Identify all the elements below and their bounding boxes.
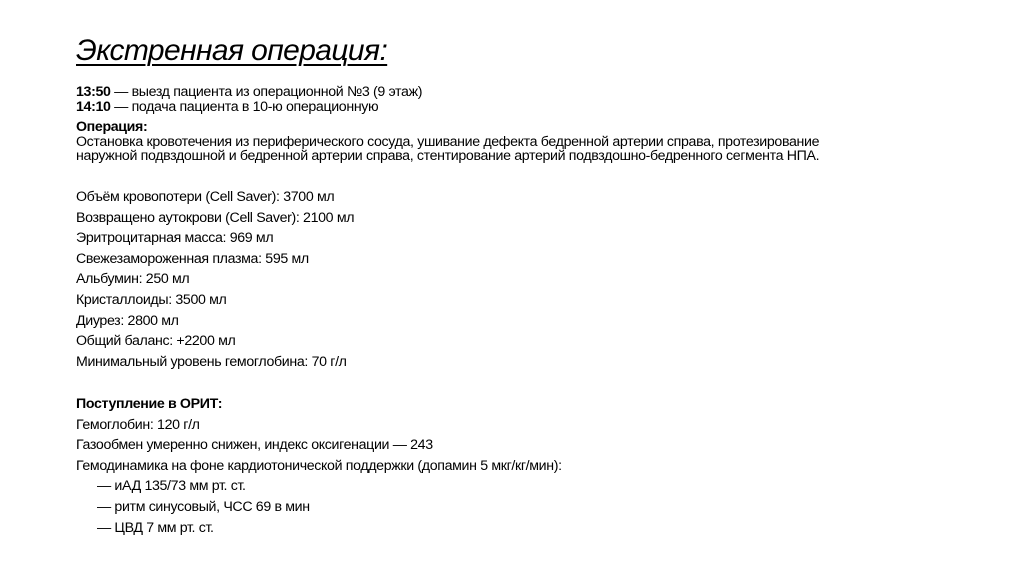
metrics-list bbox=[76, 187, 354, 372]
timeline-entry bbox=[76, 100, 422, 115]
timeline-entry bbox=[76, 85, 422, 100]
icu-subitem-cvp: — ЦВД 7 мм рт. ст. bbox=[97, 519, 214, 536]
metric-crystalloids: Кристаллоиды: 3500 мл bbox=[76, 291, 227, 308]
operation-section bbox=[76, 120, 819, 164]
operation-description-line: Остановка кровотечения из периферического сосуда, ушивание дефекта бедренной артерии справа, протезирование bbox=[76, 133, 820, 150]
icu-subitem-heart-rhythm: — ритм синусовый, ЧСС 69 в мин bbox=[97, 498, 310, 515]
metric-rbc-mass: Эритроцитарная масса: 969 мл bbox=[76, 230, 274, 247]
metric-fresh-frozen-plasma: Свежезамороженная плазма: 595 мл bbox=[76, 250, 309, 267]
icu-section bbox=[76, 394, 562, 538]
timeline-text: — подача пациента в 10-ю операционную bbox=[110, 98, 379, 115]
timeline-time: 13:50 bbox=[76, 84, 111, 100]
icu-gas-exchange: Газообмен умеренно снижен, индекс оксигенации — 243 bbox=[76, 437, 433, 454]
metric-albumin: Альбумин: 250 мл bbox=[76, 271, 190, 288]
metric-autoblood-returned: Возвращено аутокрови (Cell Saver): 2100 мл bbox=[76, 209, 355, 226]
operation-heading: Операция: bbox=[76, 119, 148, 135]
metric-diuresis: Диурез: 2800 мл bbox=[76, 312, 179, 329]
slide-title: Экстренная операция: bbox=[76, 34, 388, 67]
icu-subitem-blood-pressure: — иАД 135/73 мм рт. ст. bbox=[97, 478, 246, 495]
operation-description-line: наружной подвздошной и бедренной артерии справа, стентирование артерий подвздошно-бедренного сегмента НПА. bbox=[76, 148, 820, 164]
metric-min-hemoglobin: Минимальный уровень гемоглобина: 70 г/л bbox=[76, 353, 347, 370]
icu-heading: Поступление в ОРИТ: bbox=[76, 396, 223, 412]
metric-blood-loss: Объём кровопотери (Cell Saver): 3700 мл bbox=[76, 189, 335, 205]
metric-total-balance: Общий баланс: +2200 мл bbox=[76, 333, 236, 350]
icu-hemoglobin: Гемоглобин: 120 г/л bbox=[76, 416, 200, 433]
timeline bbox=[76, 85, 422, 114]
timeline-text: — выезд пациента из операционной №3 (9 этаж) bbox=[110, 84, 423, 100]
icu-hemodynamics: Гемодинамика на фоне кардиотонической поддержки (допамин 5 мкг/кг/мин): bbox=[76, 457, 562, 474]
timeline-time: 14:10 bbox=[76, 98, 111, 115]
